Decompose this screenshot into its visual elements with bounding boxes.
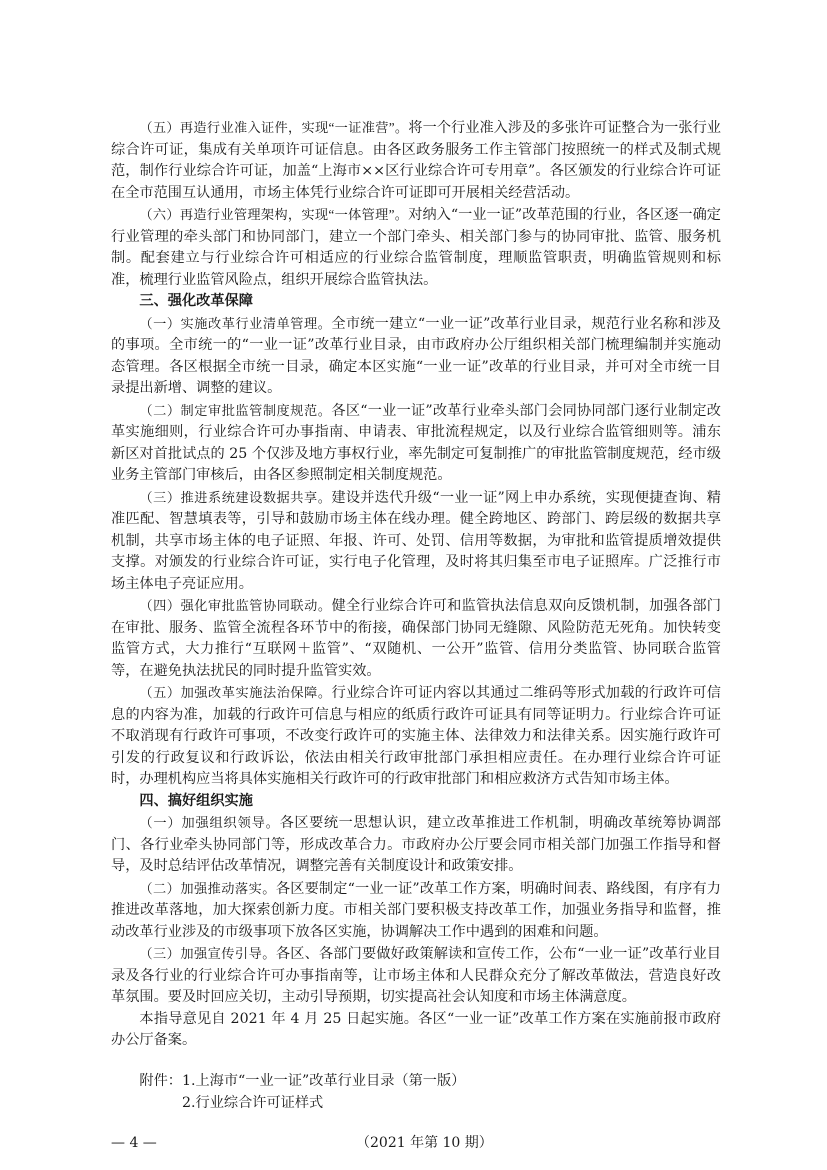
page-footer <box>111 1132 721 1154</box>
paragraph <box>111 943 721 1009</box>
paragraph <box>111 878 721 944</box>
paragraph-body: 各区、各部门要做好政策解读和宣传工作，公布“一业一证”改革行业目录及各行业的行业综合许可办事指南等，让市场主体和人民群众充分了解改革做法，营造良好改革氛围。要及时回应关切，主动引导预期，切实提高社会认知度和市场主体满意度。 <box>111 946 721 1005</box>
paragraph <box>111 117 721 204</box>
document-body <box>111 0 721 1114</box>
paragraph-lead: （六）再造行业管理架构，实现“一体管理”。 <box>139 207 409 222</box>
paragraph-body: 健全行业综合许可和监管执法信息双向反馈机制，加强各部门在审批、服务、监管全流程各环节中的衔接，确保部门协同无缝隙、风险防范无死角。加快转变监管方式，大力推行“互联网＋监管”、“双随机、一公开”监管、信用分类监管、协同联合监管等，在避免执法扰民的同时提升监管实效。 <box>111 598 721 679</box>
section-heading-4: 四、搞好组织实施 <box>139 792 253 809</box>
paragraph-lead: （五）再造行业准入证件，实现“一证准营”。 <box>139 120 409 135</box>
paragraph <box>111 682 721 791</box>
paragraph <box>111 812 721 878</box>
paragraph-body: 行业综合许可证内容以其通过二维码等形式加载的行政许可信息的内容为准，加载的行政许可信息与相应的纸质行政许可证具有同等证明力。行业综合许可证不取消现有行政许可事项，不改变行政许可的实施主体、法律效力和法律关系。因实施行政许可引发的行政复议和行政诉讼，依法由相关行政审批部门承担相应责任。在办理行业综合许可证时，办理机构应当将具体实施相关行政许可的行政审批部门和相应救济方式告知市场主体。 <box>111 685 721 787</box>
paragraph-lead: （二）制定审批监管制度规范。 <box>139 402 332 418</box>
paragraph-lead: （三）加强宣传引导。 <box>139 946 276 961</box>
paragraph-lead: （一）实施改革行业清单管理。 <box>139 315 332 331</box>
paragraph-body: 各区“一业一证”改革行业牵头部门会同协同部门逐行业制定改革实施细则，行业综合许可办事指南、申请表、审批流程规定，以及行业综合监管细则等。浦东新区对首批试点的 25 个仅涉及地方事权行业，率先制定可复制推广的审批监管制度规范，经市级业务主管部门审核后，由各区参照制定相关制度规范。 <box>111 402 721 483</box>
paragraph <box>111 204 721 291</box>
paragraph-body: 全市统一建立“一业一证”改革行业目录，规范行业名称和涉及的事项。全市统一的“一业一证”改革行业目录，由市政府办公厅组织相关部门梳理编制并实施动态管理。各区根据全市统一目录，确定本区实施“一业一证”改革的行业目录，并可对全市统一目录提出新增、调整的建议。 <box>111 315 721 396</box>
paragraph-body: 建设并迭代升级“一业一证”网上申办系统，实现便捷查询、精准匹配、智慧填表等，引导和鼓励市场主体在线办理。健全跨地区、跨部门、跨层级的数据共享机制，共享市场主体的电子证照、年报、许可、处罚、信用等数据，为审批和监管提质增效提供支撑。对颁发的行业综合许可证，实行电子化管理，及时将其归集至市电子证照库。广泛推行市场主体电子亮证应用。 <box>111 489 721 592</box>
paragraph-body: 各区要统一思想认识，建立改革推进工作机制，明确改革统筹协调部门、各行业牵头协同部门等，形成改革合力。市政府办公厅要会同市相关部门加强工作指导和督导，及时总结评估改革情况，调整完善有关制度设计和政策安排。 <box>111 815 721 874</box>
paragraph-body: 各区要制定“一业一证”改革工作方案，明确时间表、路线图，有序有力推进改革落地，加大探索创新力度。市相关部门要积极支持改革工作，加强业务指导和监督，推动改革行业涉及的市级事项下放各区实施，协调解决工作中遇到的困难和问题。 <box>111 880 721 940</box>
attachment-item: 附件：1.上海市“一业一证”改革行业目录（第一版） <box>139 1072 466 1089</box>
paragraph-lead: （四）强化审批监管协同联动。 <box>139 598 332 613</box>
paragraph-body: 将一个行业准入涉及的多张许可证整合为一张行业综合许可证，集成有关单项许可证信息。由各区政务服务工作主管部门按照统一的样式及制式规范，制作行业综合许可证，加盖“上海市××区行业综合许可专用章”。各区颁发的行业综合许可证在全市范围互认通用，市场主体凭行业综合许可证即可开展相关经营活动。 <box>111 120 721 201</box>
attachments <box>111 1070 721 1114</box>
paragraph <box>111 400 721 487</box>
paragraph <box>111 487 721 596</box>
closing-paragraph: 本指导意见自 2021 年 4 月 25 日起实施。各区“一业一证”改革工作方案在实施前报市政府办公厅备案。 <box>111 1010 721 1048</box>
paragraph <box>111 595 721 682</box>
issue-label: （2021 年第 10 期） <box>356 1134 493 1151</box>
paragraph-lead: （一）加强组织领导。 <box>139 815 280 830</box>
page-number: — 4 — <box>111 1134 157 1151</box>
paragraph-lead: （三）推进系统建设数据共享。 <box>139 489 332 505</box>
attachment-item: 2.行业综合许可证样式 <box>181 1094 324 1111</box>
paragraph-body: 对纳入“一业一证”改革范围的行业，各区逐一确定行业管理的牵头部门和协同部门，建立一个部门牵头、相关部门参与的协同审批、监管、服务机制。配套建立与行业综合许可相适应的行业综合监管制度，理顺监管职责，明确监管规则和标准，梳理行业监管风险点，组织开展综合监管执法。 <box>111 207 721 288</box>
paragraph <box>111 313 721 400</box>
paragraph-lead: （二）加强推动落实。 <box>139 880 276 896</box>
section-heading-3: 三、强化改革保障 <box>139 293 253 309</box>
paragraph-lead: （五）加强改革实施法治保障。 <box>139 685 332 700</box>
